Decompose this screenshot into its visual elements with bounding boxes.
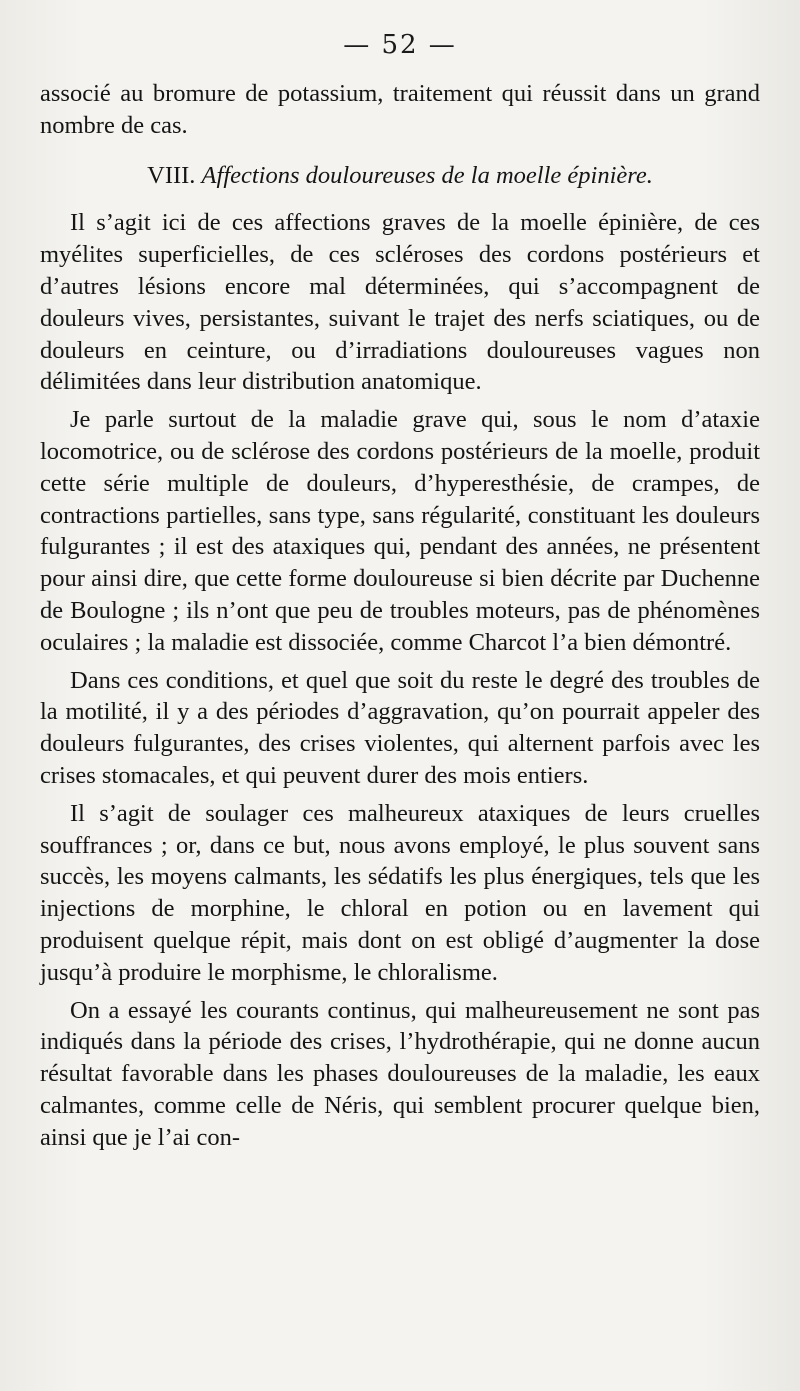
section-title: Affections douloureuses de la moelle épinière. (201, 161, 653, 189)
lead-paragraph: associé au bromure de potassium, traitement qui réussit dans un grand nombre de cas. (40, 80, 760, 139)
paragraph-4: Il s’agit de soulager ces malheureux ataxiques de leurs cruelles souffrances ; or, dans ce but, nous avons employé, le plus souvent sans succès, les moyens calmants, les sédatifs les plus énergiques, tels que les injections de morphine, le chloral en potion ou en lavement qui produisent quelque répit, mais dont on est obligé d’augmenter la dose jusqu’à produire le morphisme, le chloralisme. (40, 799, 760, 986)
paragraph-1: Il s’agit ici de ces affections graves de la moelle épinière, de ces myélites superficielles, de ces scléroses des cordons postérieurs et d’autres lésions encore mal déterminées, qui s’accompagnent de douleurs vives, persistantes, suivant le trajet des nerfs sciatiques, ou de douleurs en ceinture, ou d’irradiations douloureuses vagues non délimitées dans leur distribution anatomique. (40, 209, 760, 396)
section-heading (40, 160, 760, 192)
paragraph-5: On a essayé les courants continus, qui malheureusement ne sont pas indiqués dans la période des crises, l’hydrothérapie, qui ne donne aucun résultat favorable dans les phases douloureuses de la maladie, les eaux calmantes, comme celle de Néris, qui semblent procurer quelque bien, ainsi que je l’ai con- (40, 996, 760, 1151)
section-number: VIII. (147, 161, 196, 189)
page-number: — 52 — (343, 30, 457, 60)
paragraph-2: Je parle surtout de la maladie grave qui, sous le nom d’ataxie locomotrice, ou de sclérose des cordons postérieurs de la moelle, produit cette série multiple de douleurs, d’hyperesthésie, de crampes, de contractions partielles, sans type, sans régularité, constituant les douleurs fulgurantes ; il est des ataxiques qui, pendant des années, ne présentent pour ainsi dire, que cette forme douloureuse si bien décrite par Duchenne de Boulogne ; ils n’ont que peu de troubles moteurs, pas de phénomènes oculaires ; la maladie est dissociée, comme Charcot l’a bien démontré. (40, 406, 760, 656)
paragraph-3: Dans ces conditions, et quel que soit du reste le degré des troubles de la motilité, il y a des périodes d’aggravation, qu’on pourrait appeler des douleurs fulgurantes, des crises violentes, qui alternent parfois avec les crises stomacales, et qui peuvent durer des mois entiers. (40, 666, 760, 789)
page-body (40, 78, 760, 1154)
